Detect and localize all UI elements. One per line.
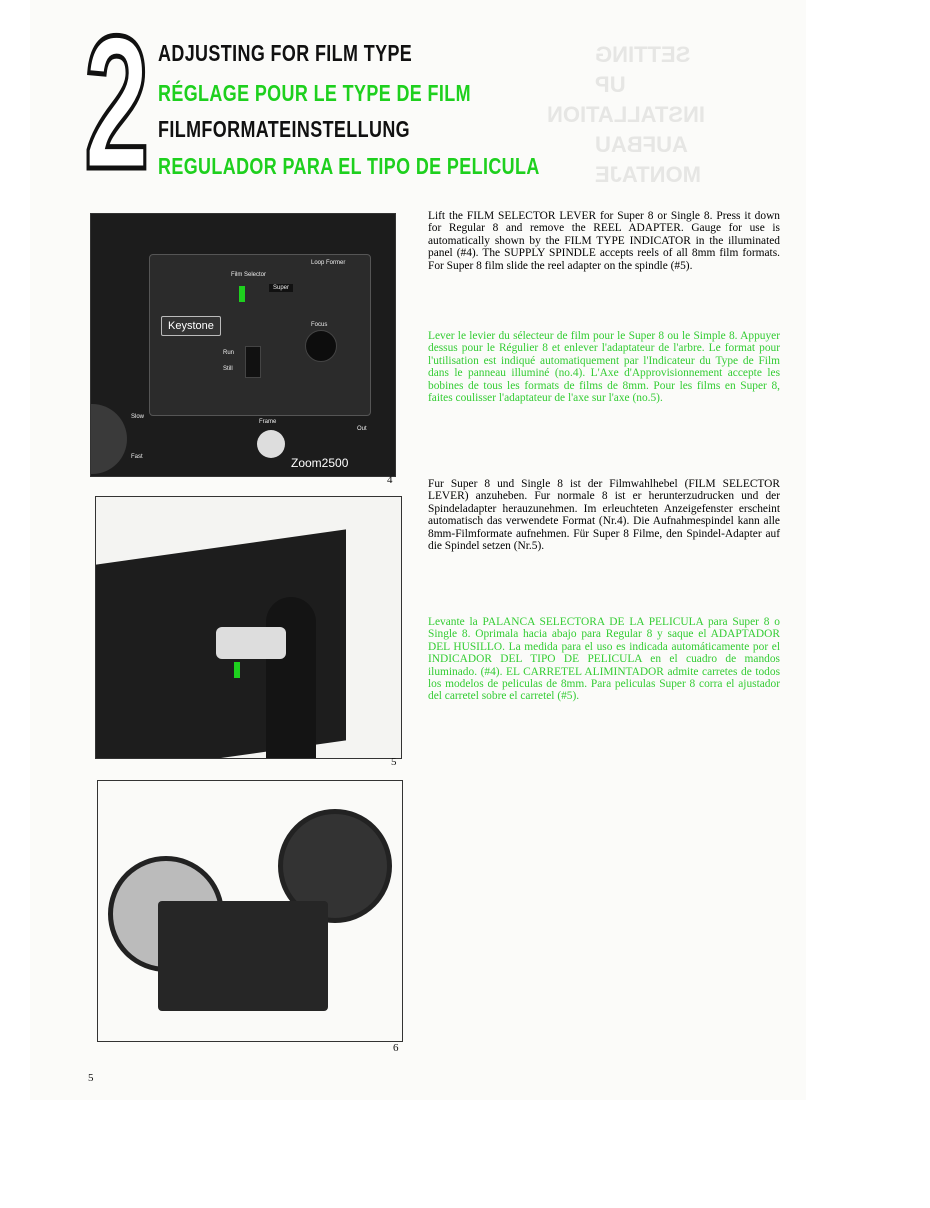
label-out: Out	[357, 426, 367, 432]
bleed-line: AUFBAU	[595, 132, 688, 157]
label-still: Still	[223, 366, 233, 372]
bleed-through-text	[546, 40, 705, 190]
label-slow: Slow	[131, 414, 145, 420]
label-model: Zoom2500	[291, 456, 349, 470]
frame-button	[257, 430, 285, 458]
arrow-up-icon	[234, 662, 240, 678]
photo-control-panel	[90, 213, 396, 477]
label-run: Run	[223, 350, 235, 356]
title-en: ADJUSTING FOR FILM TYPE	[158, 40, 413, 66]
page-number: 5	[88, 1072, 94, 1084]
text-es: Levante la PALANCA SELECTORA DE LA PELICULA para Super 8 o Single 8. Oprimala hacia abajo para Regular 8 y saque el ADAPTADOR DEL HUSILLO. La medida para el uso es indicada automáticamente por el INDICADOR DEL TIPO DE PELICULA en el cuadro de mandos iluminado. (#4). EL CARRETEL ALIMINTADOR admite carretes de todos los modelos de peliculas de 8mm. Para peliculas Super 8 corra el ajustador del carretel sobre el carretel (#5).	[428, 616, 780, 703]
keystone-logo: Keystone	[161, 316, 221, 336]
caption-5: 5	[391, 756, 397, 768]
label-fast: Fast	[131, 454, 143, 460]
photo-supply-spindle	[95, 496, 402, 759]
arrow-down-icon	[239, 286, 245, 302]
text-en: Lift the FILM SELECTOR LEVER for Super 8 or Single 8. Press it down for Regular 8 and remove the REEL ADAPTER. Gauge for use is automatically shown by the FILM TYPE INDICATOR in the illuminated panel (#4). The SUPPLY SPINDLE accepts reels of all 8mm film formats. For Super 8 film slide the reel adapter on the spindle (#5).	[428, 210, 780, 272]
title-es: REGULADOR PARA EL TIPO DE PELICULA	[158, 153, 540, 179]
label-super: Super	[269, 284, 293, 292]
bleed-line: INSTALLATION	[546, 102, 705, 127]
title-fr: RÉGLAGE POUR LE TYPE DE FILM	[158, 80, 471, 106]
speed-dial	[91, 404, 127, 474]
photo-projector	[97, 780, 403, 1042]
projector-body	[158, 901, 328, 1011]
caption-6: 6	[393, 1042, 399, 1054]
run-switch	[245, 346, 261, 378]
text-fr: Lever le levier du sélecteur de film pour le Super 8 ou le Simple 8. Appuyer dessus pour le Régulier 8 et enlever l'adaptateur de l'arbre. Le format pour l'utilisation est indiqué automatiquement par l'Indicateur du Type de Film dans le panneau illuminé (no.4). L'Axe d'Approvisionnement accepte les bobines de tous les formats de films de 8mm. Pour les films en Super 8, faites coulisser l'adaptateur de l'axe sur l'axe (no.5).	[428, 330, 780, 405]
bleed-line: MONTAJE	[595, 162, 701, 187]
bleed-line: SETTING UP	[595, 42, 691, 97]
label-frame: Frame	[259, 419, 277, 425]
label-film-selector: Film Selector	[231, 272, 267, 278]
section-number: 2	[84, 0, 150, 209]
caption-4: 4	[387, 474, 393, 486]
focus-knob	[305, 330, 337, 362]
reel-adapter	[216, 627, 286, 659]
text-de: Fur Super 8 und Single 8 ist der Filmwahlhebel (FILM SELECTOR LEVER) anzuheben. Fur normale 8 ist er herunterzudrucken und der Spindeladapter herauzunehmen. Im erleuchteten Anzeigefenster erscheint automatisch das verwendete Format (Nr.4). Die Aufnahmespindel kann alle 8mm-Filmformate aufnehmen. Für Super 8 Filme, den Spindel-Adapter auf die Spindel setzen (Nr.5).	[428, 478, 780, 553]
title-de: FILMFORMATEINSTELLUNG	[158, 116, 411, 142]
label-focus: Focus	[311, 322, 328, 328]
label-loop-former: Loop Former	[311, 260, 346, 266]
